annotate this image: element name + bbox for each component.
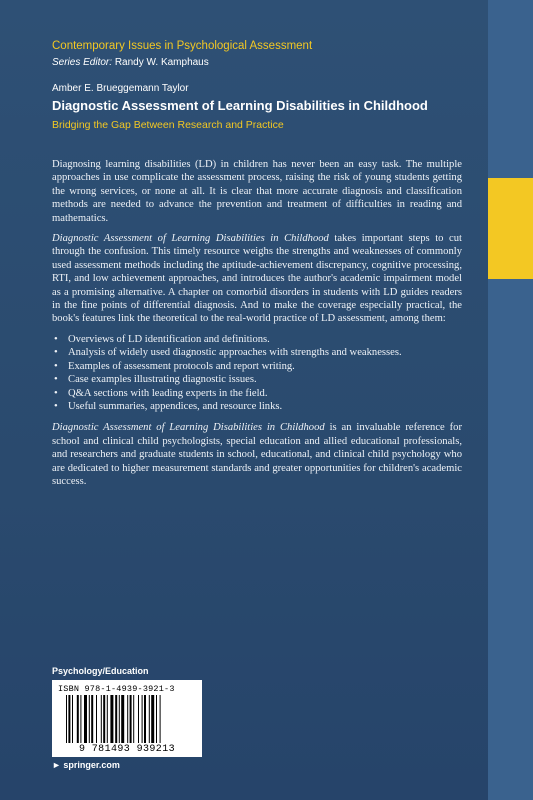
isbn-barcode	[52, 680, 202, 757]
paragraph-text: takes important steps to cut through the confusion. This timely resource weighs the strengths and weaknesses of commonly used assessment methods including the aptitude-achievement discrepancy, cognitive processing, RTI, and low achievement approaches, and introduces the author's academic impairment model as a promising alternative. A chapter on comorbid disorders in students with LD guides readers in the fine points of differential diagnosis. And to make the coverage especially practical, the book's features link the theoretical to the real-world practice of LD assessment, among them:	[52, 233, 462, 325]
blurb-paragraph-1: Diagnosing learning disabilities (LD) in children has never been an easy task. The multiple approaches in use complicate the assessment process, raising the risk of young students getting the wrong services, or none at all. It is clear that more accurate diagnosis and classification methods are needed to advance the prevention and treatment of difficulties in reading and mathematics.	[52, 159, 462, 224]
barcode-bar	[151, 695, 154, 743]
barcode-bar	[80, 695, 81, 743]
barcode-bar	[66, 695, 67, 743]
side-color-band	[488, 0, 533, 800]
barcode-bars	[66, 695, 188, 743]
barcode-bar	[72, 695, 73, 743]
barcode-bar	[160, 695, 161, 743]
barcode-bar	[130, 695, 132, 743]
feature-item: • Case examples illustrating diagnostic issues.	[52, 373, 462, 386]
barcode-bar	[133, 695, 134, 743]
barcode-digits: 9 781493 939213	[78, 744, 175, 755]
barcode-bar	[107, 695, 108, 743]
series-editor-name: Randy W. Kamphaus	[114, 57, 209, 68]
publisher-link[interactable]: ► springer.com	[52, 760, 120, 770]
paragraph-text: is an invaluable reference for school and clinical child psychologists, special education and allied educational professionals, and researchers and graduate students in school, educational, and clinical child psychology who are dedicated to higher measurement standards and greater opportunities for children's academic success.	[52, 422, 462, 487]
barcode-bar	[127, 695, 128, 743]
barcode-bar	[142, 695, 143, 743]
series-editor-label: Series Editor:	[52, 57, 113, 68]
barcode-bar	[156, 695, 157, 743]
barcode-bar	[89, 695, 90, 743]
feature-list	[52, 333, 462, 413]
feature-item: • Analysis of widely used diagnostic approaches with strengths and weaknesses.	[52, 346, 462, 359]
barcode-bar	[68, 695, 70, 743]
book-title: Diagnostic Assessment of Learning Disabilities in Childhood	[52, 98, 428, 113]
barcode-bar	[144, 695, 146, 743]
barcode-bar	[91, 695, 93, 743]
blurb	[52, 158, 462, 495]
barcode-bar	[84, 695, 87, 743]
isbn-label: ISBN 978-1-4939-3921-3	[58, 684, 175, 694]
barcode-bar	[96, 695, 97, 743]
barcode-bar	[103, 695, 105, 743]
barcode-bar	[101, 695, 102, 743]
title-reference: Diagnostic Assessment of Learning Disabilities in Childhood	[52, 233, 329, 245]
feature-item: • Overviews of LD identification and definitions.	[52, 333, 462, 346]
blurb-paragraph-3	[52, 421, 462, 488]
barcode-bar	[119, 695, 120, 743]
feature-item: • Useful summaries, appendices, and resource links.	[52, 400, 462, 413]
barcode-bar	[115, 695, 117, 743]
title-reference: Diagnostic Assessment of Learning Disabilities in Childhood	[52, 422, 325, 434]
blurb-paragraph-2	[52, 232, 462, 326]
barcode-bar	[138, 695, 139, 743]
feature-item: • Q&A sections with leading experts in the field.	[52, 387, 462, 400]
series-title: Contemporary Issues in Psychological Assessment	[52, 40, 313, 52]
barcode-bar	[110, 695, 113, 743]
author-name: Amber E. Brueggemann Taylor	[52, 83, 189, 94]
barcode-bar	[77, 695, 79, 743]
book-subtitle: Bridging the Gap Between Research and Practice	[52, 119, 284, 131]
barcode-bar	[121, 695, 124, 743]
feature-item: • Examples of assessment protocols and report writing.	[52, 360, 462, 373]
barcode-bar	[149, 695, 150, 743]
series-editor	[52, 57, 209, 68]
subject-category: Psychology/Education	[52, 666, 149, 676]
yellow-accent-tab	[488, 178, 533, 279]
